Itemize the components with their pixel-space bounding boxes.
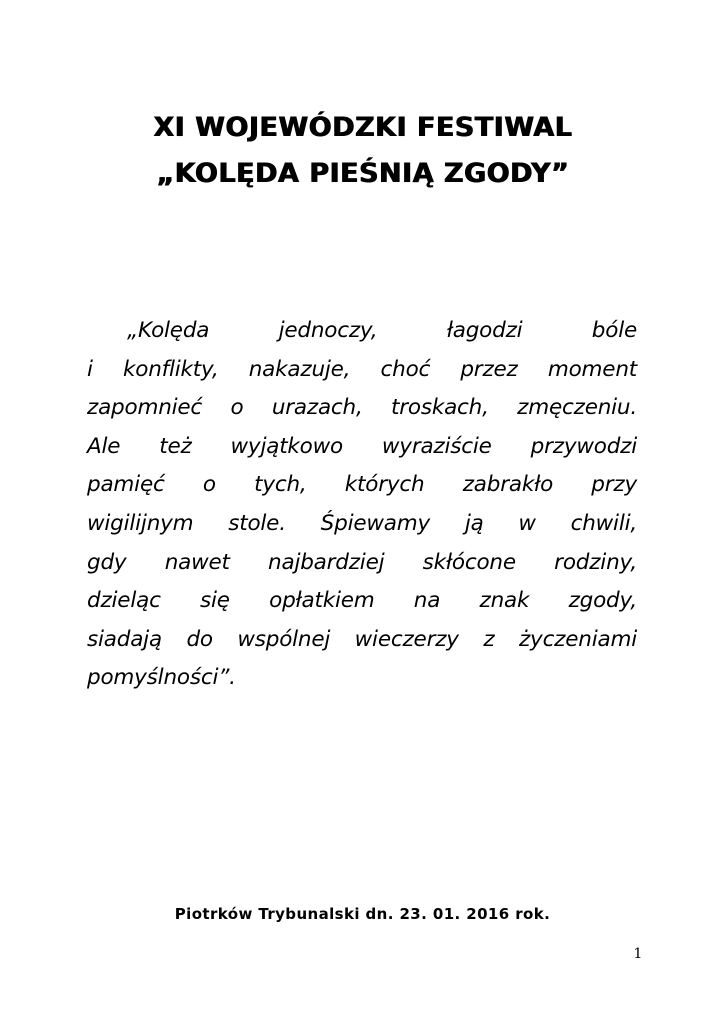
quote-line: siadają do wspólnej wieczerzy z życzeniami	[87, 626, 637, 652]
festival-subtitle: „KOLĘDA PIEŚNIĄ ZGODY”	[156, 158, 569, 189]
quote-line: zapomnieć o urazach, troskach, zmęczeniu.	[87, 395, 637, 421]
quote-line: pamięć o tych, których zabrakło przy	[87, 472, 637, 498]
quote-line: „Kolęda jednoczy, łagodzi bóle	[127, 318, 637, 343]
quote-block	[87, 312, 637, 698]
quote-line: wigilijnym stole. Śpiewamy ją w chwili,	[87, 510, 637, 536]
quote-line: Ale też wyjątkowo wyraziście przywodzi	[87, 433, 637, 459]
quote-line: gdy nawet najbardziej skłócone rodziny,	[87, 549, 637, 575]
page-number: 1	[633, 946, 643, 962]
festival-title: XI WOJEWÓDZKI FESTIWAL	[152, 112, 573, 143]
place-date-footer: Piotrków Trybunalski dn. 23. 01. 2016 rok.	[174, 905, 551, 923]
quote-line: pomyślności”.	[87, 665, 236, 691]
quote-line: dzieląc się opłatkiem na znak zgody,	[87, 588, 637, 614]
quote-line: i konflikty, nakazuje, choć przez moment	[87, 356, 637, 382]
